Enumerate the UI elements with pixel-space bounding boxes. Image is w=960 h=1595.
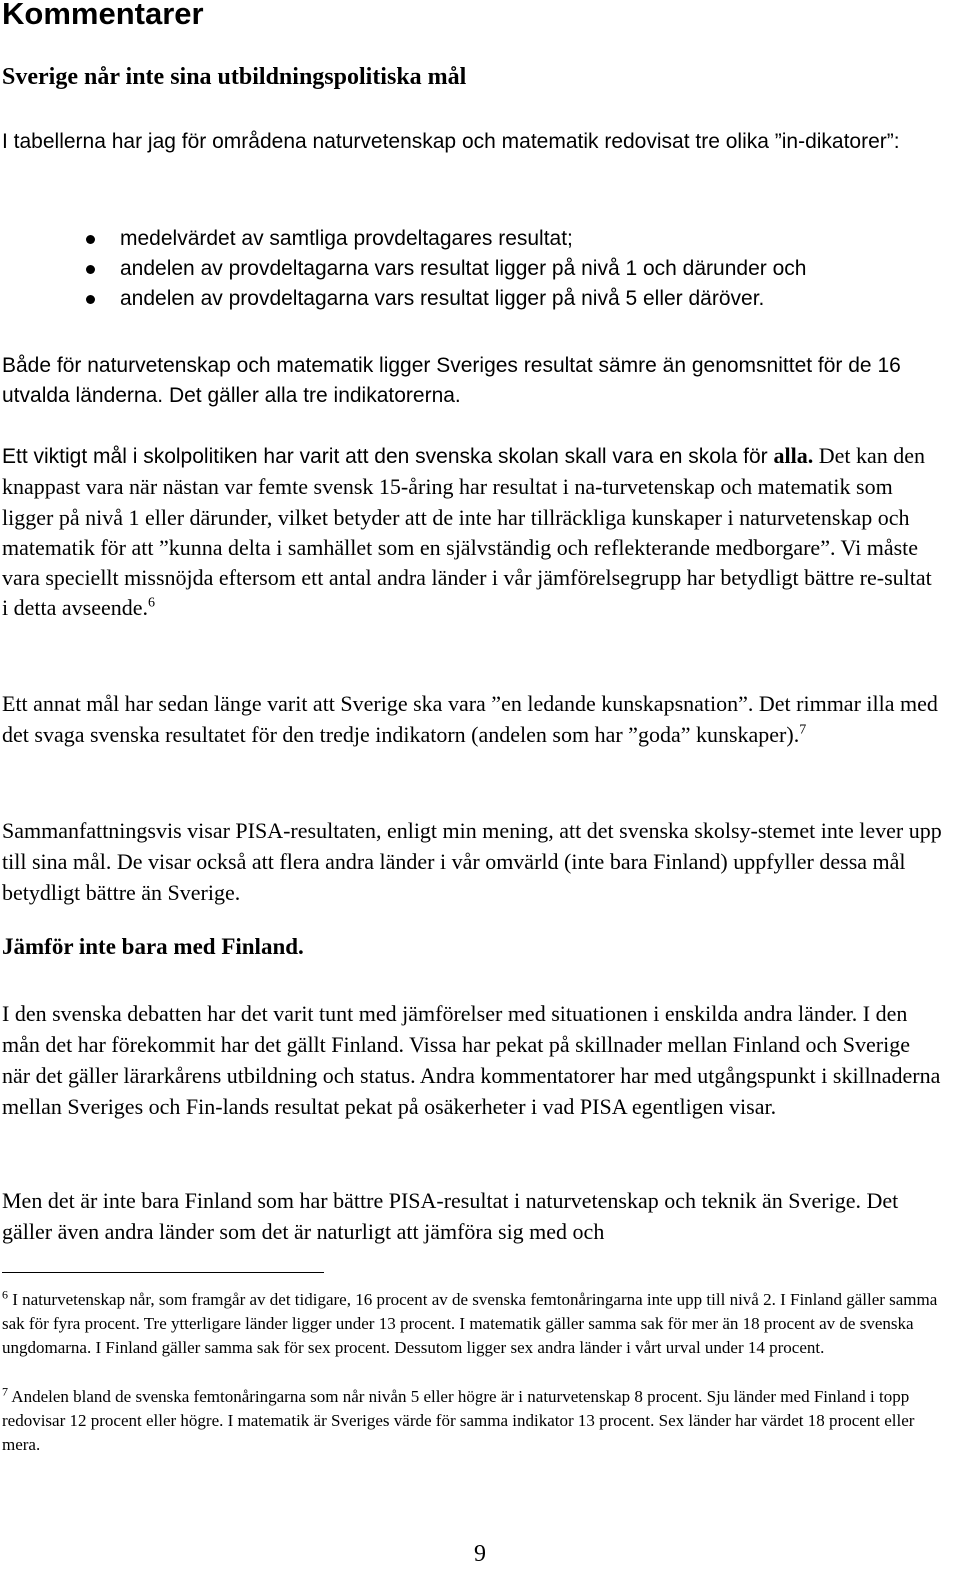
- footnote-ref-7: 7: [799, 722, 807, 738]
- section-heading-finland: Jämför inte bara med Finland.: [2, 934, 304, 959]
- indicator-list: [0, 224, 940, 314]
- footnote-divider: [2, 1272, 324, 1273]
- paragraph-more: Men det är inte bara Finland som har bättre PISA-resultat i naturvetenskap och teknik än Sverige. Det gäller även andra länder som det är naturligt att jämföra sig med och: [2, 1188, 899, 1244]
- footnote-6: [2, 1288, 942, 1360]
- paragraph-goal-bold: alla.: [773, 443, 814, 468]
- list-item: [0, 224, 940, 254]
- section-heading: Sverige når inte sina utbildningspolitiska mål: [2, 64, 467, 90]
- paragraph-goal: [2, 441, 942, 624]
- list-item-text: medelvärdet av samtliga provdeltagares resultat;: [120, 227, 573, 250]
- footnote-ref-6: 6: [148, 596, 155, 612]
- paragraph-nation-text: Ett annat mål har sedan länge varit att Sverige ska vara ”en ledande kunskapsnation”. Det rimmar illa med det svaga svenska resultatet för den tredje indikatorn (andelen som har ”goda” kunskaper).: [2, 691, 938, 747]
- intro-paragraph: I tabellerna har jag för områdena naturvetenskap och matematik redovisat tre olika ”in-dikatorer”:: [2, 130, 900, 153]
- list-item: [0, 284, 940, 314]
- list-item-text: andelen av provdeltagarna vars resultat ligger på nivå 1 och därunder och: [120, 257, 807, 280]
- page-number: 9: [474, 1541, 486, 1567]
- footnote-number: 7: [2, 1384, 8, 1399]
- list-item-text: andelen av provdeltagarna vars resultat ligger på nivå 5 eller däröver.: [120, 287, 765, 310]
- bullet-icon: [86, 295, 95, 304]
- paragraph-goal-lead: Ett viktigt mål i skolpolitiken har varit att den svenska skolan skall vara en skola för: [2, 445, 774, 468]
- paragraph-both: Både för naturvetenskap och matematik ligger Sveriges resultat sämre än genomsnittet för de 16 utvalda länderna. Det gäller alla tre indikatorerna.: [2, 354, 901, 407]
- footnote-7: [2, 1385, 942, 1457]
- bullet-icon: [86, 265, 95, 274]
- paragraph-nation: [2, 688, 942, 750]
- footnote-text: I naturvetenskap når, som framgår av det tidigare, 16 procent av de svenska femtonåringarna inte upp till nivå 2. I Finland gäller samma sak för fyra procent. Tre ytterligare länder ligger under 13 procent. I matematik gäller samma sak för mer än 18 procent av de svenska ungdomarna. I Finland gäller samma sak för sex procent. Dessutom ligger sex andra länder i vårt urval under 14 procent.: [2, 1290, 938, 1357]
- paragraph-debate: I den svenska debatten har det varit tunt med jämförelser med situationen i enskilda andra länder. I den mån det har förekommit har det gällt Finland. Vissa har pekat på skillnader mellan Finland och Sverige när det gäller lärarkårens utbildning och status. Andra kommentatorer har med utgångspunkt i skillnaderna mellan Sveriges och Fin-lands resultat pekat på osäkerheter i vad PISA egentligen visar.: [2, 1001, 941, 1119]
- paragraph-goal-rest: Det kan den knappast vara när nästan var femte svensk 15-åring har resultat i na-turvetenskap och matematik som ligger på nivå 1 eller därunder, vilket betyder att de inte har tillräckliga kunskaper i naturvetenskap och matematik för att ”kunna delta i samhället som en självständig och reflekterande medborgare”. Vi måste vara speciellt missnöjda eftersom ett antal andra länder i vår jämförelsegrupp har betydligt bättre re-sultat i detta avseende.: [2, 443, 932, 621]
- list-item: [0, 254, 940, 284]
- bullet-icon: [86, 235, 95, 244]
- page-title: Kommentarer: [2, 0, 204, 31]
- paragraph-summary: Sammanfattningsvis visar PISA-resultaten, enligt min mening, att det svenska skolsy-stemet inte lever upp till sina mål. De visar också att flera andra länder i vår omvärld (inte bara Finland) uppfyller dessa mål betydligt bättre än Sverige.: [2, 818, 942, 905]
- footnote-text: Andelen bland de svenska femtonåringarna som når nivån 5 eller högre är i naturvetenskap 8 procent. Sju länder med Finland i topp redovisar 12 procent eller högre. I matematik är Sveriges värde för samma indikator 13 procent. Sex länder har värdet 18 procent eller mera.: [2, 1387, 915, 1454]
- footnote-number: 6: [2, 1287, 8, 1302]
